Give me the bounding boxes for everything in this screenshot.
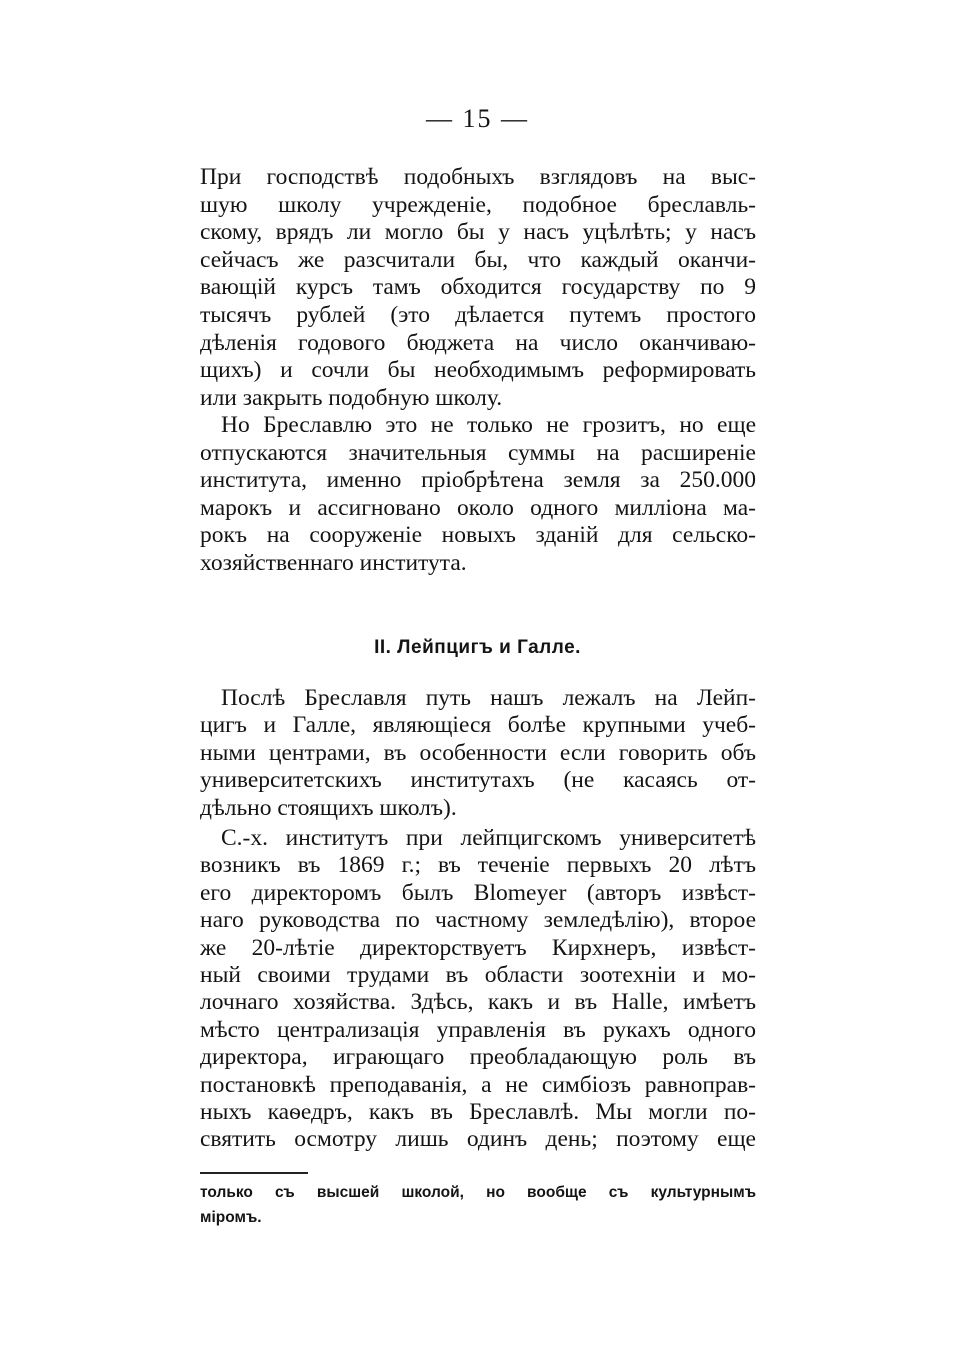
text-line: щихъ) и сочли бы необходимымъ реформировать bbox=[200, 357, 756, 384]
text-line: же 20-лѣтіе директорствуетъ Кирхнеръ, извѣст- bbox=[200, 934, 756, 961]
text-line: хозяйственнаго института. bbox=[200, 549, 467, 576]
paragraph-1 bbox=[200, 164, 756, 412]
text-line: дѣльно стоящихъ школъ). bbox=[200, 794, 457, 821]
page-number: — 15 — bbox=[426, 104, 529, 133]
text-line: рокъ на сооруженіе новыхъ зданій для сельско- bbox=[200, 522, 756, 549]
text-line: университетскихъ институтахъ (не касаясь от- bbox=[200, 767, 756, 794]
text-line: института, именно пріобрѣтена земля за 250.000 bbox=[200, 467, 756, 494]
text-line: При господствѣ подобныхъ взглядовъ на выс- bbox=[200, 164, 756, 190]
text-line: шую школу учрежденіе, подобное бреславль- bbox=[200, 191, 756, 218]
paragraph-4 bbox=[200, 825, 756, 1154]
paragraph-3 bbox=[200, 685, 756, 822]
text-line: цигъ и Галле, являющіеся болѣе крупными учеб- bbox=[200, 712, 756, 739]
text-line: мѣсто централизація управленія въ рукахъ одного bbox=[200, 1016, 756, 1043]
text-line: возникъ въ 1869 г.; въ теченіе первыхъ 20 лѣтъ bbox=[200, 852, 756, 879]
section-heading: II. Лейпцигъ и Галле. bbox=[374, 637, 581, 658]
text-line: С.-х. институтъ при лейпцигскомъ университетѣ bbox=[221, 825, 756, 851]
footnote bbox=[200, 1180, 756, 1230]
text-line: наго руководства по частному земледѣлію), второе bbox=[200, 907, 756, 934]
text-line: марокъ и ассигновано около одного милліона ма- bbox=[200, 494, 756, 521]
text-line: ныхъ каѳедръ, какъ въ Бреславлѣ. Мы могли по- bbox=[200, 1098, 756, 1125]
text-line: скому, врядъ ли могло бы у насъ уцѣлѣть; у насъ bbox=[200, 219, 756, 246]
text-line: отпускаются значительныя суммы на расширеніе bbox=[200, 439, 756, 466]
footnote-line: только съ высшей школой, но вообще съ культурнымъ bbox=[200, 1184, 756, 1201]
footnote-divider bbox=[200, 1172, 308, 1174]
text-line: или закрыть подобную школу. bbox=[200, 384, 503, 411]
text-line: святить осмотру лишь одинъ день; поэтому еще bbox=[200, 1126, 756, 1153]
text-line: постановкѣ преподаванія, а не симбіозъ равноправ- bbox=[200, 1071, 756, 1098]
text-line: Но Бреславлю это не только не грозитъ, но еще bbox=[221, 412, 756, 438]
text-line: вающій курсъ тамъ обходится государству по 9 bbox=[200, 274, 756, 301]
text-line: директора, играющаго преобладающую роль въ bbox=[200, 1044, 756, 1071]
text-line: ными центрами, въ особенности если говорить объ bbox=[200, 739, 756, 766]
text-line: дѣленія годового бюджета на число оканчиваю- bbox=[200, 329, 756, 356]
text-line: его директоромъ былъ Blomeyer (авторъ извѣст- bbox=[200, 879, 756, 906]
paragraph-2 bbox=[200, 412, 756, 578]
text-line: Послѣ Бреславля путь нашъ лежалъ на Лейп- bbox=[221, 685, 756, 711]
footnote-line: міромъ. bbox=[200, 1209, 262, 1226]
text-line: ный своими трудами въ области зоотехніи и мо- bbox=[200, 961, 756, 988]
text-line: сейчасъ же разсчитали бы, что каждый оканчи- bbox=[200, 246, 756, 273]
text-line: лочнаго хозяйства. Здѣсь, какъ и въ Halle, имѣетъ bbox=[200, 989, 756, 1016]
text-line: тысячъ рублей (это дѣлается путемъ простого bbox=[200, 301, 756, 328]
